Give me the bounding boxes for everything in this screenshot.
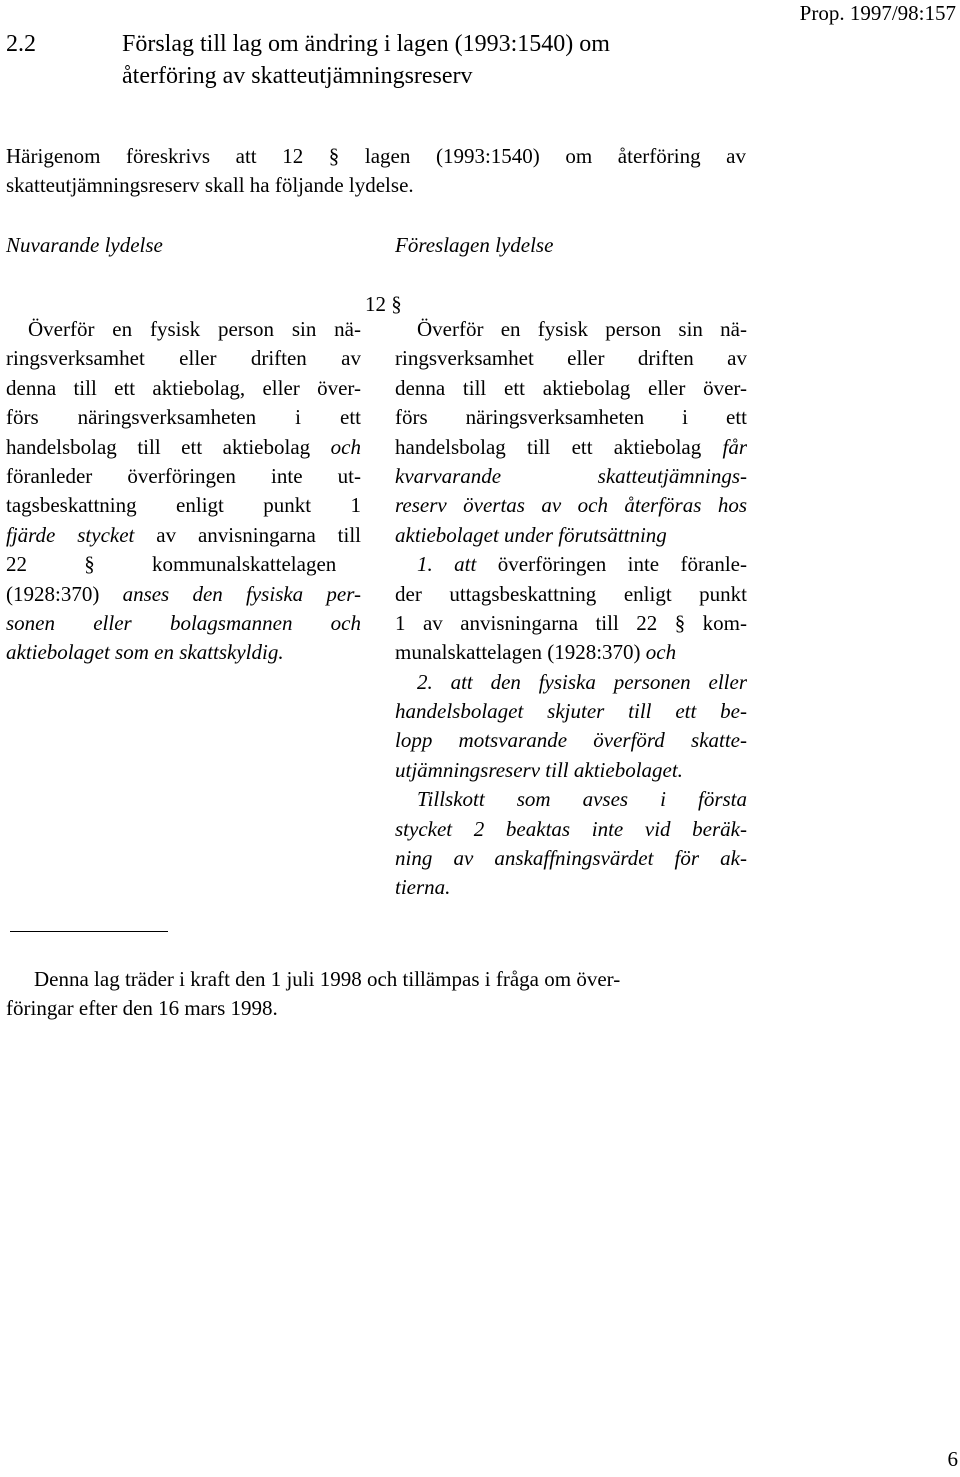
text-run: (1928:370) [6,581,123,606]
section-title-line-2: återföring av skatteutjämningsreserv [122,63,473,89]
text-line: ringsverksamhet eller driften av [6,346,361,371]
text-line: aktiebolaget som en skattskyldig. [6,640,284,665]
text-line: aktiebolaget under förutsättning [395,522,667,547]
current-wording-column [6,315,361,668]
text-line: denna till ett aktiebolag, eller över- [6,375,361,400]
text-line: 22 § kommunalskattelagen [6,552,337,577]
section-number: 2.2 [6,31,36,57]
text-line: handelsbolaget skjuter till ett be- [395,699,747,724]
italic-run: och [330,434,361,459]
italic-run: 1. att [417,552,477,577]
text-line: tagsbeskattning enligt punkt 1 [6,493,361,518]
text-line: sonen eller bolagsmannen och [6,610,361,635]
text-line [395,433,747,462]
text-line: förs näringsverksamheten i ett [6,405,361,430]
text-line: 2. att den fysiska personen eller [417,669,747,694]
text-line [6,521,361,550]
italic-run: anses den fysiska per- [122,581,361,606]
text-line: kvarvarande skatteutjämnings- [395,463,747,488]
text-line: föranleder överföringen inte ut- [6,463,361,488]
text-line: der uttagsbeskattning enligt punkt [395,581,747,606]
proposed-wording-column [395,315,747,903]
italic-run: fjärde stycket [6,522,135,547]
text-run: munalskattelagen (1928:370) [395,640,646,665]
italic-run: får [722,434,747,459]
text-line: tierna. [395,875,451,900]
transitional-line-2: föringar efter den 16 mars 1998. [6,996,278,1021]
text-line [395,550,747,579]
text-line [6,433,361,462]
italic-run: och [645,640,677,665]
intro-paragraph: Härigenom föreskrivs att 12 § lagen (1993:1540) om återföring av skatteutjämningsreserv skall ha följande lydelse. [6,144,746,198]
text-line: stycket 2 beaktas inte vid beräk- [395,816,747,841]
proposed-wording-heading: Föreslagen lydelse [395,233,554,257]
transitional-provision [6,965,746,1024]
current-wording-heading: Nuvarande lydelse [6,233,163,257]
text-line: Tillskott som avses i första [417,787,747,812]
text-line: ringsverksamhet eller driften av [395,346,747,371]
text-line: Överför en fysisk person sin nä- [417,317,747,341]
separator-rule [10,931,168,932]
text-line [395,638,747,667]
text-line: 1 av anvisningarna till 22 § kom- [395,610,747,635]
text-line: lopp motsvarande överförd skatte- [395,728,747,753]
page-number: 6 [947,1447,958,1471]
text-run: handelsbolag till ett aktiebolag [395,434,723,459]
section-title [122,28,742,92]
text-line: reserv övertas av och återföras hos [395,493,747,518]
text-run: överföringen inte föranle- [476,552,747,577]
text-line: denna till ett aktiebolag eller över- [395,375,747,400]
text-line: utjämningsreserv till aktiebolaget. [395,757,683,782]
proposition-reference: Prop. 1997/98:157 [799,1,956,25]
text-line [6,580,361,609]
text-run: av anvisningarna till [134,522,361,547]
section-marker: 12 § [365,292,402,316]
transitional-line-1: Denna lag träder i kraft den 1 juli 1998 och tillämpas i fråga om över- [34,967,621,991]
section-title-line-1: Förslag till lag om ändring i lagen (1993:1540) om [122,31,610,57]
text-line: Överför en fysisk person sin nä- [28,317,361,341]
text-line: förs näringsverksamheten i ett [395,405,747,430]
text-line: ning av anskaffningsvärdet för ak- [395,846,747,871]
text-run: handelsbolag till ett aktiebolag [6,434,331,459]
